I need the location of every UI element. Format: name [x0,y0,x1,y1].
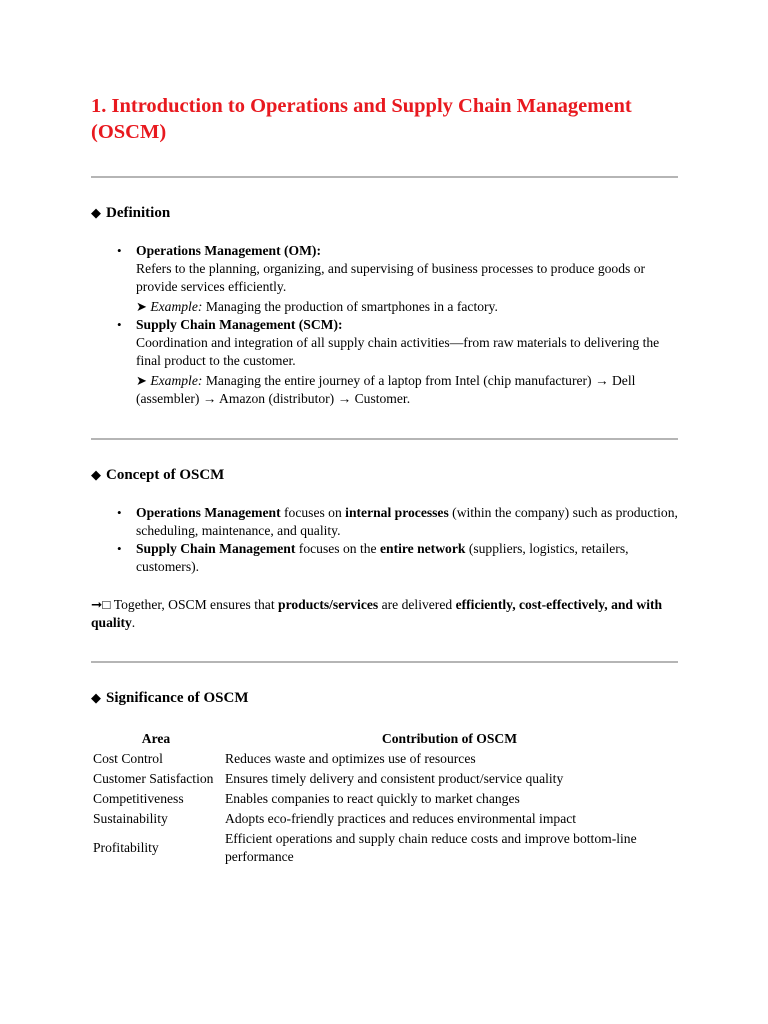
diamond-icon: ◆ [91,467,101,482]
divider [91,176,678,178]
list-item [91,242,678,316]
contribution-cell: Efficient operations and supply chain reduce costs and improve bottom-line performance [225,831,637,864]
contribution-cell: Enables companies to react quickly to market changes [225,791,520,806]
text: (within the company) such as production, scheduling, maintenance, and quality. [136,505,678,538]
text: Together, OSCM ensures that [110,597,279,612]
table-row [91,829,678,867]
table-row [91,789,678,809]
list-item [91,540,678,576]
list-item [91,316,678,408]
bullet-icon: • [117,505,122,520]
missing-glyph-icon: □ [102,597,111,612]
area-cell: Customer Satisfaction [93,771,214,786]
summary-paragraph [91,596,678,632]
term: Supply Chain Management (SCM): [136,317,343,332]
table-header-row [91,729,678,749]
text: (suppliers, logistics, retailers, customers). [136,541,629,574]
example-text: Managing the entire journey of a laptop from Intel (chip manufacturer) → Dell (assembler) → Amazon (distributor) → Customer. [136,373,636,406]
significance-table [91,729,678,867]
heading-text: Concept of OSCM [106,467,225,483]
definition-list [91,242,678,408]
example-label: Example: [150,299,203,314]
bold-text: entire network [379,541,466,556]
column-header-contribution: Contribution of OSCM [381,731,518,746]
term: Operations Management (OM): [136,243,321,258]
contribution-cell: Reduces waste and optimizes use of resources [225,751,476,766]
description: Coordination and integration of all supply chain activities—from raw materials to delivering the final product to the customer. [136,335,660,368]
section-heading-definition [91,204,170,222]
section-heading-concept [91,466,224,484]
text: focuses on the [295,541,380,556]
bold-text: products/services [278,597,379,612]
bullet-icon: • [117,243,122,258]
text: focuses on [280,505,346,520]
bullet-icon: • [117,317,122,332]
example [136,298,678,316]
bold-text: internal processes [345,505,449,520]
concept-list [91,504,678,576]
area-cell: Cost Control [93,751,163,766]
table-row [91,809,678,829]
table-row [91,749,678,769]
divider [91,438,678,440]
column-header-area: Area [141,731,171,746]
contribution-cell: Adopts eco-friendly practices and reduces environmental impact [225,811,577,826]
heading-text: Definition [106,205,171,221]
list-item [91,504,678,540]
heading-text: Significance of OSCM [106,690,249,706]
arrowhead-icon: ➤ [136,373,147,388]
bullet-icon: • [117,541,122,556]
page-title: 1. Introduction to Operations and Supply Chain Management (OSCM) [91,95,632,143]
text: are delivered [378,597,456,612]
divider [91,661,678,663]
arrowhead-icon: ➤ [136,299,147,314]
bold-text: efficiently, cost-effectively, and with quality [91,597,663,630]
example-text: Managing the production of smartphones in a factory. [205,299,498,314]
area-cell: Profitability [93,840,159,855]
diamond-icon: ◆ [91,690,101,705]
example [136,372,678,408]
text: . [131,615,136,630]
arrow-icon: ➞ [91,597,103,612]
bold-text: Supply Chain Management [136,541,296,556]
bold-text: Operations Management [136,505,281,520]
diamond-icon: ◆ [91,205,101,220]
section-heading-significance [91,689,249,707]
contribution-cell: Ensures timely delivery and consistent product/service quality [225,771,564,786]
area-cell: Competitiveness [93,791,184,806]
description: Refers to the planning, organizing, and supervising of business processes to produce goods or provide services efficiently. [136,261,646,294]
area-cell: Sustainability [93,811,168,826]
table-row [91,769,678,789]
example-label: Example: [150,373,203,388]
